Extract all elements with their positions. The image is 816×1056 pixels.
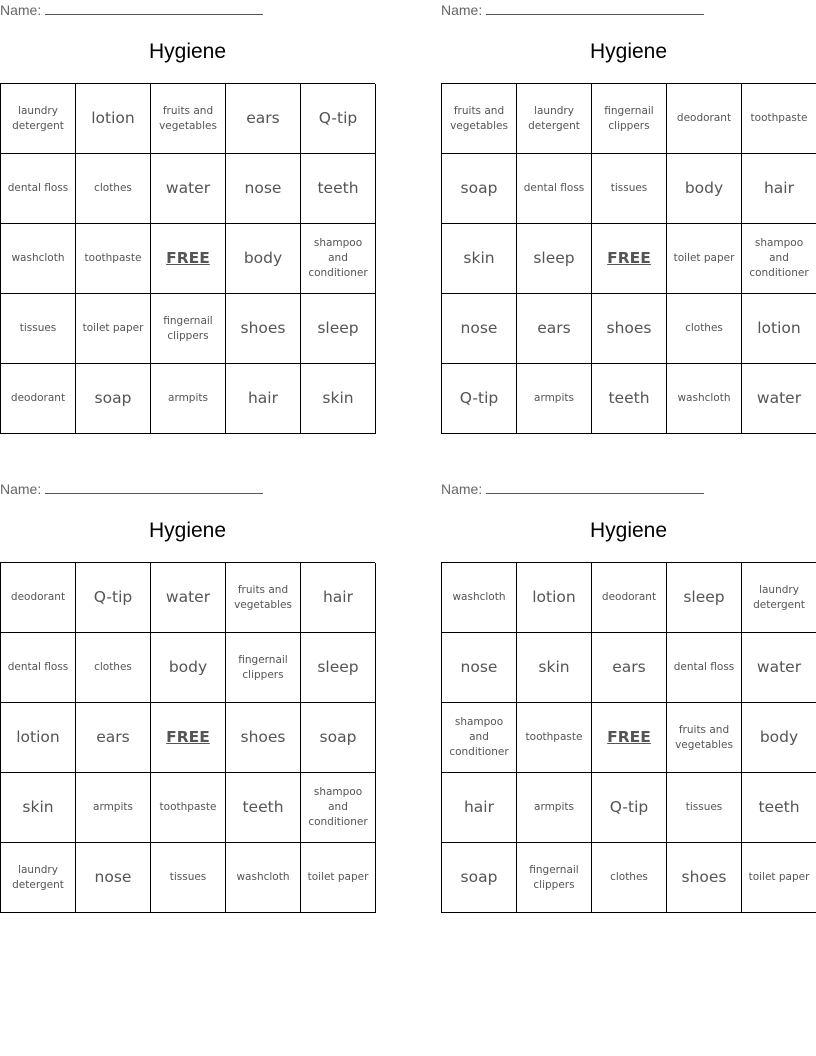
bingo-cell[interactable]: washcloth [226, 843, 301, 913]
bingo-cell[interactable]: sleep [301, 294, 376, 364]
bingo-cell[interactable]: shoes [226, 703, 301, 773]
card-title: Hygiene [148, 519, 227, 542]
bingo-cell[interactable]: deodorant [667, 84, 742, 154]
bingo-cell[interactable]: armpits [151, 364, 226, 434]
bingo-cell[interactable]: skin [1, 773, 76, 843]
bingo-cell[interactable]: dental floss [667, 633, 742, 703]
bingo-cell[interactable]: teeth [592, 364, 667, 434]
name-label: Name: [0, 481, 42, 497]
bingo-cell[interactable]: sleep [667, 563, 742, 633]
bingo-cell[interactable]: teeth [742, 773, 816, 843]
bingo-cell[interactable]: nose [442, 294, 517, 364]
bingo-cell[interactable]: toilet paper [76, 294, 151, 364]
bingo-cell[interactable]: shoes [592, 294, 667, 364]
bingo-cell[interactable]: Q-tip [301, 84, 376, 154]
bingo-cell[interactable]: toilet paper [742, 843, 816, 913]
bingo-cell[interactable]: laundry detergent [742, 563, 816, 633]
bingo-cell[interactable]: shampoo and conditioner [742, 224, 816, 294]
bingo-cell[interactable]: toothpaste [742, 84, 816, 154]
bingo-cell[interactable]: soap [301, 703, 376, 773]
bingo-cell[interactable]: ears [76, 703, 151, 773]
bingo-cell[interactable]: laundry detergent [1, 84, 76, 154]
bingo-cell[interactable]: dental floss [517, 154, 592, 224]
free-space-cell[interactable]: FREE [592, 224, 667, 294]
bingo-grid [441, 83, 816, 434]
bingo-cell[interactable]: ears [592, 633, 667, 703]
bingo-card-1 [0, 0, 375, 440]
name-blank[interactable] [45, 2, 263, 15]
bingo-cell[interactable]: water [151, 154, 226, 224]
bingo-cell[interactable]: deodorant [1, 563, 76, 633]
bingo-cell[interactable]: body [226, 224, 301, 294]
bingo-cell[interactable]: water [742, 364, 816, 434]
name-blank[interactable] [45, 481, 263, 494]
bingo-grid [0, 562, 375, 913]
bingo-cell[interactable]: nose [76, 843, 151, 913]
bingo-cell[interactable]: skin [301, 364, 376, 434]
name-line [441, 2, 704, 18]
bingo-cell[interactable]: armpits [76, 773, 151, 843]
bingo-cell[interactable]: ears [226, 84, 301, 154]
bingo-cell[interactable]: ears [517, 294, 592, 364]
bingo-cell[interactable]: fruits and vegetables [226, 563, 301, 633]
bingo-cell[interactable]: lotion [1, 703, 76, 773]
free-space-cell[interactable]: FREE [151, 703, 226, 773]
bingo-cell[interactable]: tissues [151, 843, 226, 913]
bingo-cell[interactable]: fruits and vegetables [151, 84, 226, 154]
bingo-cell[interactable]: shampoo and conditioner [301, 773, 376, 843]
free-space-cell[interactable]: FREE [151, 224, 226, 294]
bingo-cell[interactable]: teeth [226, 773, 301, 843]
bingo-cell[interactable]: lotion [742, 294, 816, 364]
bingo-cell[interactable]: lotion [517, 563, 592, 633]
bingo-cell[interactable]: armpits [517, 773, 592, 843]
bingo-cell[interactable]: water [151, 563, 226, 633]
bingo-cell[interactable]: sleep [517, 224, 592, 294]
bingo-cell[interactable]: hair [442, 773, 517, 843]
bingo-cell[interactable]: soap [442, 843, 517, 913]
bingo-cell[interactable]: fruits and vegetables [667, 703, 742, 773]
bingo-cell[interactable]: tissues [592, 154, 667, 224]
bingo-cell[interactable]: body [742, 703, 816, 773]
bingo-cell[interactable]: soap [76, 364, 151, 434]
bingo-grid [0, 83, 375, 434]
bingo-grid [441, 562, 816, 913]
bingo-cell[interactable]: fruits and vegetables [442, 84, 517, 154]
bingo-cell[interactable]: fingernail clippers [151, 294, 226, 364]
bingo-cell[interactable]: shoes [667, 843, 742, 913]
bingo-cell[interactable]: body [151, 633, 226, 703]
bingo-cell[interactable]: clothes [76, 154, 151, 224]
bingo-cell[interactable]: Q-tip [592, 773, 667, 843]
name-label: Name: [0, 2, 42, 18]
name-blank[interactable] [486, 481, 704, 494]
bingo-cell[interactable]: shampoo and conditioner [301, 224, 376, 294]
bingo-cell[interactable]: armpits [517, 364, 592, 434]
bingo-cell[interactable]: fingernail clippers [592, 84, 667, 154]
bingo-cell[interactable]: skin [442, 224, 517, 294]
bingo-cell[interactable]: nose [442, 633, 517, 703]
bingo-cell[interactable]: lotion [76, 84, 151, 154]
bingo-cell[interactable]: washcloth [442, 563, 517, 633]
bingo-cell[interactable]: Q-tip [442, 364, 517, 434]
bingo-cell[interactable]: soap [442, 154, 517, 224]
bingo-cell[interactable]: Q-tip [76, 563, 151, 633]
bingo-cell[interactable]: washcloth [1, 224, 76, 294]
name-line [441, 481, 704, 497]
bingo-cell[interactable]: body [667, 154, 742, 224]
free-space-cell[interactable]: FREE [592, 703, 667, 773]
name-blank[interactable] [486, 2, 704, 15]
card-title: Hygiene [589, 40, 668, 63]
name-label: Name: [441, 481, 483, 497]
bingo-cell[interactable]: laundry detergent [517, 84, 592, 154]
bingo-cell[interactable]: sleep [301, 633, 376, 703]
bingo-cell[interactable]: clothes [667, 294, 742, 364]
bingo-cell[interactable]: tissues [1, 294, 76, 364]
bingo-cell[interactable]: fingernail clippers [226, 633, 301, 703]
bingo-cell[interactable]: shoes [226, 294, 301, 364]
name-label: Name: [441, 2, 483, 18]
bingo-cell[interactable]: clothes [592, 843, 667, 913]
bingo-cell[interactable]: dental floss [1, 154, 76, 224]
bingo-card-2 [441, 0, 816, 440]
name-line [0, 2, 263, 18]
bingo-cell[interactable]: water [742, 633, 816, 703]
bingo-cell[interactable]: washcloth [667, 364, 742, 434]
name-line [0, 481, 263, 497]
bingo-cell[interactable]: shampoo and conditioner [442, 703, 517, 773]
bingo-cell[interactable]: nose [226, 154, 301, 224]
bingo-cell[interactable]: toothpaste [517, 703, 592, 773]
bingo-cell[interactable]: laundry detergent [1, 843, 76, 913]
bingo-cell[interactable]: deodorant [1, 364, 76, 434]
bingo-cell[interactable]: teeth [301, 154, 376, 224]
bingo-cell[interactable]: deodorant [592, 563, 667, 633]
card-title: Hygiene [148, 40, 227, 63]
bingo-cell[interactable]: clothes [76, 633, 151, 703]
bingo-cell[interactable]: fingernail clippers [517, 843, 592, 913]
bingo-cell[interactable]: tissues [667, 773, 742, 843]
bingo-cell[interactable]: hair [742, 154, 816, 224]
bingo-cell[interactable]: toothpaste [76, 224, 151, 294]
bingo-cell[interactable]: skin [517, 633, 592, 703]
bingo-cell[interactable]: dental floss [1, 633, 76, 703]
card-title: Hygiene [589, 519, 668, 542]
bingo-cell[interactable]: hair [301, 563, 376, 633]
bingo-cell[interactable]: toilet paper [667, 224, 742, 294]
bingo-cell[interactable]: hair [226, 364, 301, 434]
bingo-card-3 [0, 479, 375, 919]
bingo-cell[interactable]: toilet paper [301, 843, 376, 913]
bingo-card-4 [441, 479, 816, 919]
bingo-cell[interactable]: toothpaste [151, 773, 226, 843]
